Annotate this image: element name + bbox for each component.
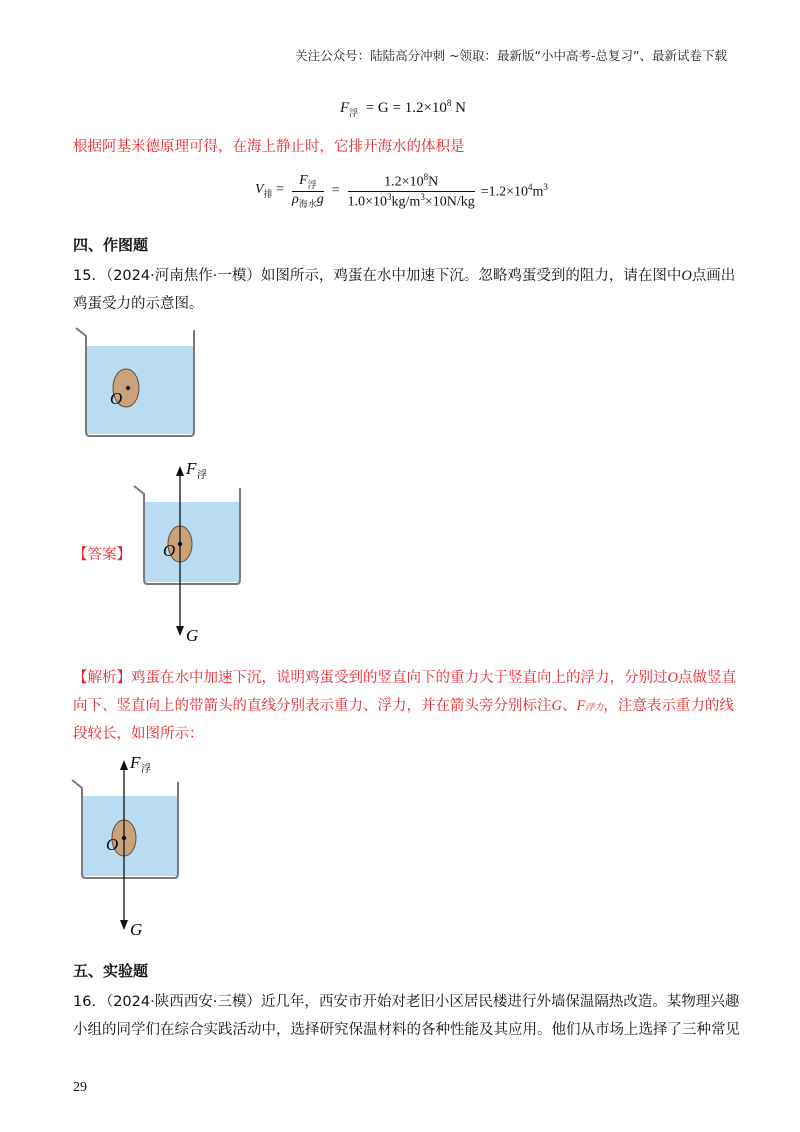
question-15-line2: 鸡蛋受力的示意图。: [73, 296, 204, 312]
analysis-line3: 段较长，如图所示：: [73, 726, 204, 742]
gravity-arrowhead: [120, 920, 128, 930]
label-g: G: [130, 920, 143, 939]
section-heading-drawing: 四、作图题: [73, 236, 149, 254]
question-16-line2: 小组的同学们在综合实践活动中，选择研究保温材料的各种性能及其应用。他们从市场上选择了三种常见: [73, 1022, 740, 1038]
formula-volume: $V_排$ = $F_浮$ $\rho_{海水}g$ = $1.2\times 10^8N$ $1.0\times 10^3kg/m^3\times 10N/kg$ $=1.2\times 10^4m^3$: [255, 172, 548, 210]
label-o: O: [110, 389, 123, 408]
analysis-line1: 【解析】鸡蛋在水中加速下沉，说明鸡蛋受到的竖直向下的重力大于竖直向上的浮力，分别过O点做竖直: [73, 670, 736, 686]
beaker-figure-question: [70, 322, 210, 440]
archimedes-statement: 根据阿基米德原理可得，在海上静止时，它排开海水的体积是: [73, 139, 465, 155]
buoyancy-arrowhead: [176, 466, 184, 476]
point-o-dot: [178, 542, 182, 546]
label-f: F: [186, 459, 197, 478]
water: [86, 346, 194, 434]
answer-label: 【答案】: [73, 547, 131, 563]
question-16-line1: 16．（2024·陕西西安·三模）近几年，西安市开始对老旧小区居民楼进行外墙保温隔热改造。某物理兴趣: [73, 994, 740, 1010]
beaker-figure-answer: [132, 456, 262, 650]
gravity-arrowhead: [176, 626, 184, 636]
label-g: G: [186, 626, 199, 645]
beaker-figure-analysis: [70, 750, 200, 944]
point-o-dot: [122, 836, 126, 840]
label-o: O: [106, 835, 119, 854]
page-header: 关注公众号：陆陆高分冲刺 ~领取：最新版“小中高考-总复习”、最新试卷下载: [295, 48, 727, 63]
question-15-line1: 15．（2024·河南焦作·一模）如图所示，鸡蛋在水中加速下沉。忽略鸡蛋受到的阻力，请在图中O点画出: [73, 268, 736, 284]
label-o: O: [163, 541, 176, 560]
label-f-sub: 浮: [197, 470, 207, 481]
label-f-sub: 浮: [141, 764, 151, 775]
page-number: 29: [73, 1080, 87, 1095]
point-o-dot: [126, 386, 130, 390]
formula-buoyancy: $F_浮 = G = 1.2\times 10^8$ N: [340, 98, 466, 118]
label-f: F: [130, 753, 141, 772]
analysis-line2: 向下、竖直向上的带箭头的直线分别表示重力、浮力，并在箭头旁分别标注G、F浮力，注意表示重力的线: [73, 698, 734, 714]
buoyancy-arrowhead: [120, 760, 128, 770]
section-heading-experiment: 五、实验题: [73, 962, 149, 980]
